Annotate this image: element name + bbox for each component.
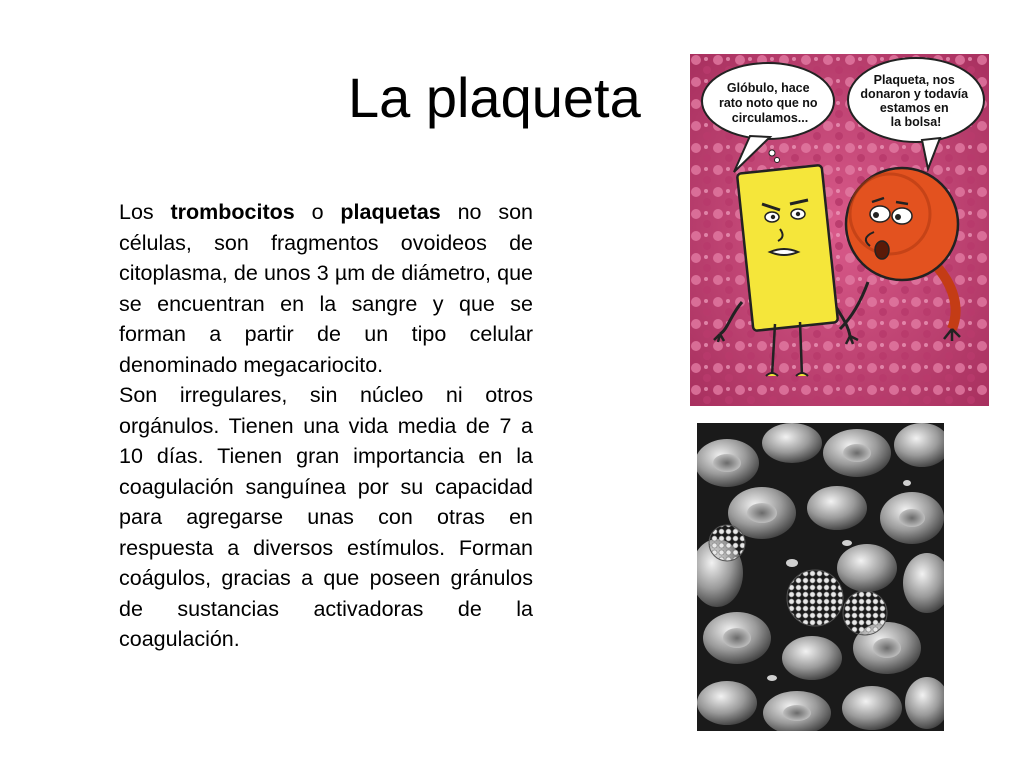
micrograph-image <box>697 423 944 731</box>
bubble-left-line-2: rato noto que no <box>718 96 818 110</box>
intro-text-1: Los <box>119 200 171 224</box>
svg-text:Glóbulo, hace rato not <box>719 81 821 125</box>
bubble-left-line-3: circulamos... <box>731 111 809 125</box>
intro-text-2: o <box>294 200 341 224</box>
cartoon-svg <box>690 54 989 406</box>
cartoon-illustration <box>690 54 989 406</box>
term-plaquetas: plaquetas <box>340 200 441 224</box>
micrograph-svg <box>697 423 944 731</box>
paragraph-details: Son irregulares, sin núcleo ni otros orgánulos. Tienen una vida media de 7 a 10 días. Tienen gran importancia en la coagulación sanguínea por su capacidad para agregarse unas con otras en respuesta a diversos estímulos. Forman coágulos, gracias a que poseen gránulos de sustancias activadoras de la coagulación. <box>119 383 533 651</box>
body-text <box>119 197 533 655</box>
bubble-right-line-2: donaron y todavía <box>860 87 969 101</box>
bubble-left-line-1: Glóbulo, hace <box>726 81 810 95</box>
bubble-right-line-3: estamos en <box>879 101 949 115</box>
intro-text-3: no son células, son fragmentos ovoideos de citoplasma, de unos 3 µm de diámetro, que se encuentran en la sangre y que se forman a partir de un tipo celular denominado megacariocito. <box>119 200 534 377</box>
bubble-right-line-1: Plaqueta, nos <box>873 73 955 87</box>
slide-title: La plaqueta <box>348 66 641 129</box>
bubble-right-line-4: la bolsa! <box>890 115 942 129</box>
term-trombocitos: trombocitos <box>170 200 295 224</box>
paragraph-intro <box>119 197 533 380</box>
